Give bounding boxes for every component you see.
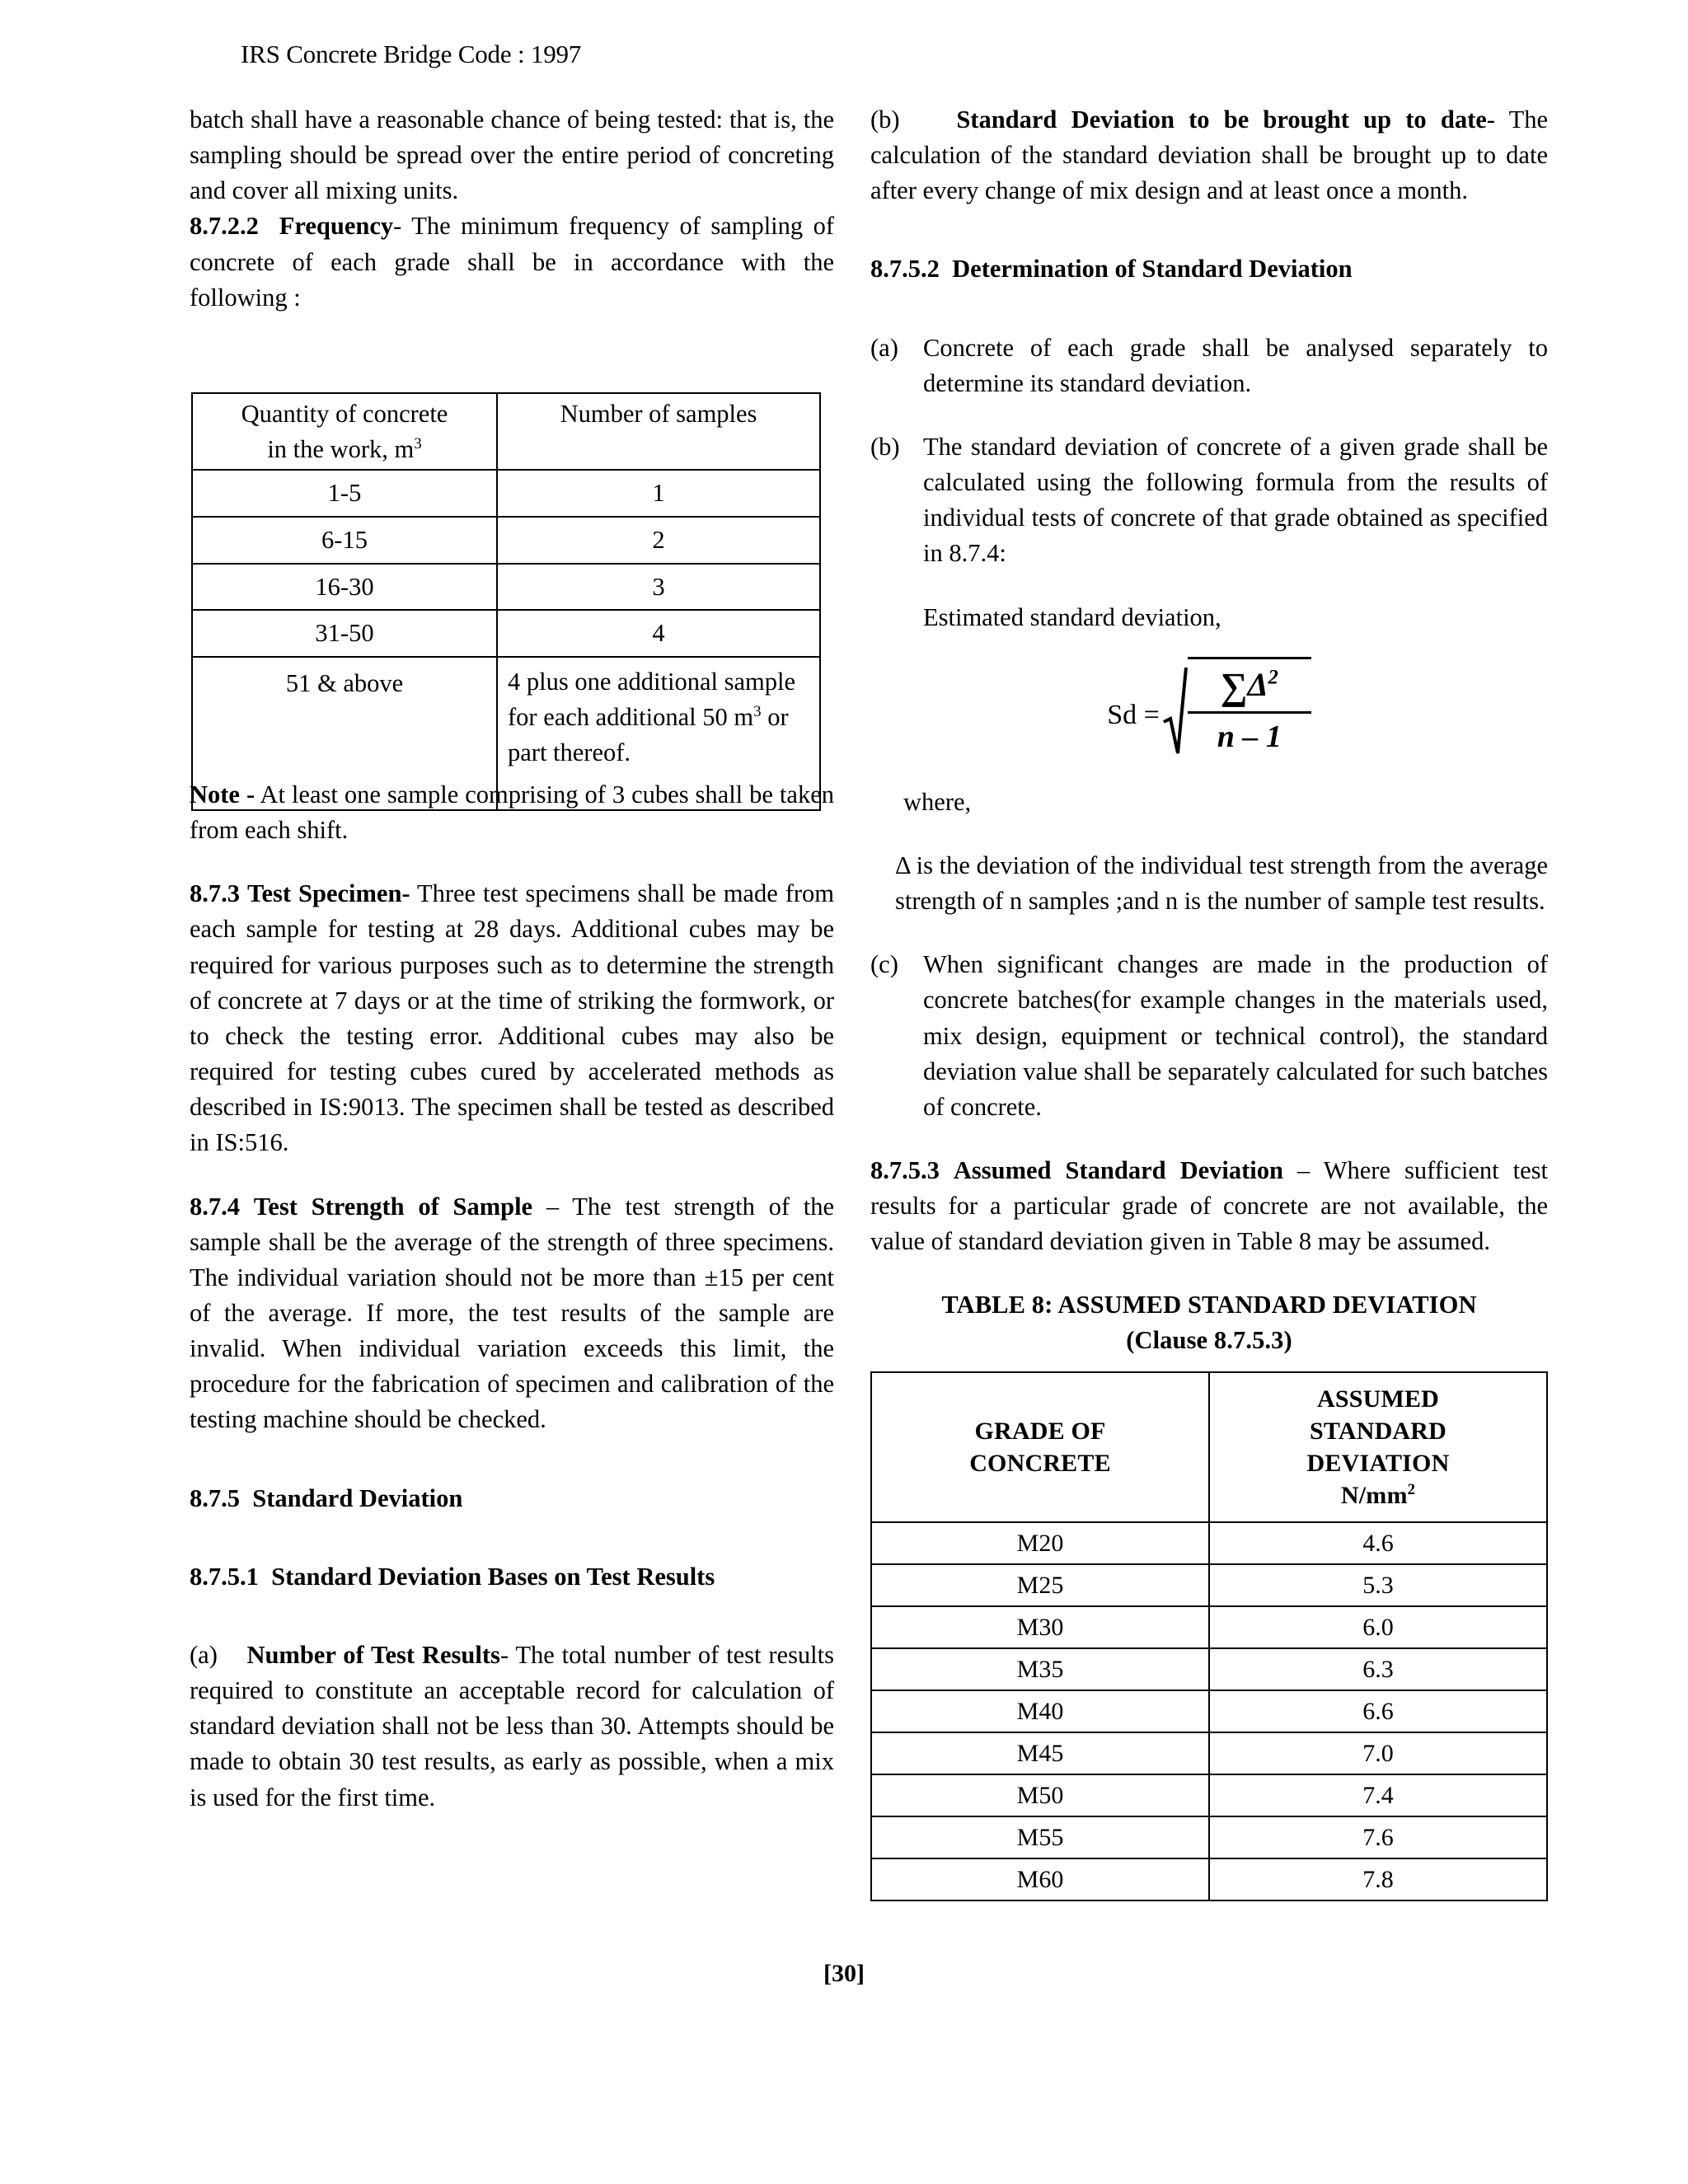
clause-8-7-2-2-number: 8.7.2.2: [190, 212, 259, 241]
left-item-a-title: Number of Test Results: [246, 1640, 500, 1669]
clause-8-7-5-2-title: Determination of Standard Deviation: [952, 255, 1353, 284]
clause-8-7-5-1: [190, 1559, 834, 1595]
clause-8-7-5-3-number: 8.7.5.3: [870, 1155, 940, 1184]
table8-header-sd-line1: ASSUMED: [1316, 1385, 1440, 1413]
table-row: [871, 1774, 1547, 1816]
fraction-bar: [1188, 711, 1311, 714]
left-item-a: [190, 1638, 834, 1816]
note-label: Note -: [190, 780, 256, 808]
right-item-b-top-marker: (b): [870, 105, 900, 134]
table-row: [871, 1690, 1547, 1732]
table8-cell-sd: 6.6: [1209, 1690, 1547, 1732]
table8-header-sd-line3: DEVIATION: [1306, 1449, 1450, 1477]
table-row: [871, 1858, 1547, 1900]
table1-header-quantity-sup: 3: [414, 434, 422, 452]
table1-cell-samples: [497, 657, 820, 810]
radical-icon: [1163, 659, 1188, 757]
table8-header-sd: [1209, 1372, 1547, 1522]
clause-8-7-2-2-title: Frequency: [279, 212, 394, 241]
clause-8-7-3-text: Three test specimens shall be made from each sample for testing at 28 days. Additional cubes may be required for various purposes such as to determine the strength of concrete at 7 days or at the time of striking the formwork, or to check the testing error. Additional cubes may also be required for testing cubes cured by accelerated methods as described in IS:9013. The specimen shall be tested as described in IS:516.: [190, 879, 834, 1157]
clause-8-7-5-2: [870, 251, 1548, 287]
formula-body: [1107, 657, 1311, 757]
table8-cell-sd: 7.8: [1209, 1858, 1547, 1900]
clause-8-7-5-2-number: 8.7.5.2: [870, 255, 940, 284]
right-column: [854, 102, 1688, 1901]
table8-header-grade-line2: CONCRETE: [969, 1449, 1111, 1477]
table1-cell-samples: 3: [497, 564, 820, 611]
table1-header-row: [192, 393, 820, 470]
table-row: [192, 470, 820, 517]
clause-8-7-5-number: 8.7.5: [190, 1483, 240, 1512]
two-column-body: [0, 102, 1688, 1901]
table8-cell-grade: M45: [871, 1732, 1209, 1774]
table8-cell-sd: 5.3: [1209, 1564, 1547, 1606]
summation-icon: ∑: [1220, 664, 1248, 707]
table1-header-samples: Number of samples: [497, 393, 820, 470]
table8-caption-line1: TABLE 8: ASSUMED STANDARD DEVIATION: [941, 1291, 1477, 1319]
table8-header-sd-unit: N/mm: [1340, 1481, 1408, 1509]
clause-8-7-3-title: Test Specimen-: [246, 879, 410, 908]
table8-caption: [870, 1287, 1548, 1357]
table8-cell-grade: M40: [871, 1690, 1209, 1732]
table8-cell-sd: 6.0: [1209, 1606, 1547, 1648]
table1-head: [192, 393, 820, 470]
table-row: [192, 610, 820, 657]
table1-cell-quantity: 51 & above: [192, 657, 497, 810]
table-row: [871, 1732, 1547, 1774]
right-item-a: [870, 330, 1548, 401]
formula-exponent: 2: [1268, 666, 1278, 689]
left-column: [0, 102, 854, 1901]
table8-caption-line2: (Clause 8.7.5.3): [1126, 1326, 1292, 1355]
table8-cell-grade: M50: [871, 1774, 1209, 1816]
table8-cell-grade: M20: [871, 1522, 1209, 1564]
clause-8-7-5-3: [870, 1153, 1548, 1259]
formula-fraction: [1188, 657, 1311, 757]
table1-last-samples-sup: 3: [753, 702, 762, 720]
right-item-c-text: When significant changes are made in the production of concrete batches(for example changes in the materials used, mix design, equipment or technical control), the standard deviation value shall be separately calculated for such batches of concrete.: [923, 950, 1548, 1121]
table1-header-quantity-line2: [199, 432, 490, 467]
table8-assumed-standard-deviation: [870, 1371, 1548, 1901]
clause-8-7-5-title: Standard Deviation: [252, 1483, 463, 1512]
table1-cell-samples: 1: [497, 470, 820, 517]
table8-head: [871, 1372, 1547, 1522]
clause-8-7-4-text: – The test strength of the sample shall be the average of the strength of three specimens. The individual variation should not be more than ±15 per cent of the average. If more, the test results of the sample are invalid. When individual variation exceeds this limit, the procedure for the fabrication of specimen and calibration of the testing machine should be checked.: [190, 1192, 834, 1434]
table1-header-quantity-unit: in the work, m: [267, 434, 415, 463]
table8-header-grade: [871, 1372, 1209, 1522]
table-row: [871, 1816, 1547, 1858]
table8-cell-grade: M35: [871, 1648, 1209, 1690]
symbol-definitions: Δ is the deviation of the individual test strength from the average strength of n samples ;and n is the number of sample test results.: [895, 851, 1548, 916]
table8-header-sd-unit-sup: 2: [1407, 1480, 1416, 1498]
table8-header-sd-line4: [1215, 1479, 1541, 1511]
table1-header-quantity-line1: Quantity of concrete: [241, 400, 448, 428]
right-item-c: [870, 947, 1548, 1125]
table8-cell-grade: M55: [871, 1816, 1209, 1858]
clause-8-7-3: [190, 876, 834, 1160]
table1-header-quantity: [192, 393, 497, 470]
table-row: [192, 564, 820, 611]
right-item-b-top: [870, 102, 1548, 209]
clause-8-7-3-number: 8.7.3: [190, 879, 240, 908]
table1-cell-quantity: 31-50: [192, 610, 497, 657]
right-item-b: [870, 429, 1548, 572]
table-row: [871, 1606, 1547, 1648]
table8-header-sd-line2: STANDARD: [1309, 1417, 1447, 1445]
right-item-b-marker: (b): [870, 432, 900, 461]
estimated-std-dev-label: Estimated standard deviation,: [923, 602, 1221, 631]
table1-cell-samples: 2: [497, 517, 820, 564]
clause-8-7-5-3-title: Assumed Standard Deviation: [953, 1155, 1283, 1184]
standard-deviation-formula: [870, 635, 1548, 771]
table8-cell-grade: M25: [871, 1564, 1209, 1606]
table-quantity-of-concrete-wrapper: [191, 392, 821, 811]
formula-lhs: Sd =: [1107, 700, 1160, 731]
table1-last-samples-part2: or part thereof.: [508, 702, 789, 766]
right-item-a-text: Concrete of each grade shall be analysed separately to determine its standard deviation.: [923, 333, 1548, 397]
clause-8-7-4-number: 8.7.4: [190, 1192, 240, 1221]
clause-8-7-5-1-number: 8.7.5.1: [190, 1562, 259, 1591]
clause-8-7-4-title: Test Strength of Sample: [253, 1192, 533, 1221]
table8-body: [871, 1522, 1547, 1900]
table1-cell-quantity: 16-30: [192, 564, 497, 611]
clause-8-7-2-2: [190, 209, 834, 315]
table-row: [871, 1522, 1547, 1564]
table8-cell-sd: 4.6: [1209, 1522, 1547, 1564]
table-row: [192, 657, 820, 810]
right-item-b-text: The standard deviation of concrete of a given grade shall be calculated using the following formula from the results of individual tests of concrete of that grade obtained as specified in 8.7.4:: [923, 432, 1548, 568]
table-row: [871, 1648, 1547, 1690]
clause-8-7-5: [190, 1481, 834, 1516]
table8-cell-sd: 7.0: [1209, 1732, 1547, 1774]
left-item-a-marker: (a): [190, 1640, 218, 1669]
table-row: [192, 517, 820, 564]
table1-last-samples-part1: 4 plus one additional sample for each additional 50 m: [508, 668, 795, 731]
table8-cell-grade: M30: [871, 1606, 1209, 1648]
note-text: At least one sample comprising of 3 cubes shall be taken from each shift.: [190, 780, 834, 845]
right-item-a-marker: (a): [870, 333, 898, 362]
formula-numerator: [1188, 663, 1311, 710]
left-item-a-text: - The total number of test results required to constitute an acceptable record for calculation of standard deviation shall not be less than 30. Attempts should be made to obtain 30 test results, as early as possible, when a mix is used for the first time.: [190, 1640, 835, 1811]
table-row: [871, 1564, 1547, 1606]
sqrt-symbol: [1163, 657, 1311, 757]
table8-header-row: [871, 1372, 1547, 1522]
table1-body: [192, 470, 820, 810]
table1-cell-quantity: 1-5: [192, 470, 497, 517]
table8-cell-sd: 7.6: [1209, 1816, 1547, 1858]
table8-cell-sd: 7.4: [1209, 1774, 1547, 1816]
running-head: IRS Concrete Bridge Code : 1997: [241, 40, 582, 68]
page-number: [30]: [823, 1960, 865, 1987]
right-item-b-top-title: Standard Deviation to be brought up to date: [956, 105, 1487, 134]
paragraph-batch: batch shall have a reasonable chance of being tested: that is, the sampling should be spread over the entire period of concreting and cover all mixing units.: [190, 105, 834, 205]
table1-cell-samples: 4: [497, 610, 820, 657]
table8-cell-sd: 6.3: [1209, 1648, 1547, 1690]
table8-cell-grade: M60: [871, 1858, 1209, 1900]
clause-8-7-5-1-title: Standard Deviation Bases on Test Results: [271, 1562, 715, 1591]
clause-8-7-2-2-text: - The minimum frequency of sampling of concrete of each grade shall be in accordance with the following :: [190, 212, 834, 312]
table1-cell-quantity: 6-15: [192, 517, 497, 564]
table8-header-grade-line1: GRADE OF: [974, 1417, 1106, 1445]
right-item-c-marker: (c): [870, 950, 898, 979]
clause-8-7-5-3-text: – Where sufficient test results for a particular grade of concrete are not available, the value of standard deviation given in Table 8 may be assumed.: [870, 1155, 1548, 1256]
formula-delta: Δ: [1247, 665, 1268, 703]
formula-denominator: n – 1: [1217, 719, 1282, 754]
right-item-b-top-text: - The calculation of the standard deviation shall be brought up to date after every change of mix design and at least once a month.: [870, 105, 1548, 205]
clause-8-7-4: [190, 1189, 834, 1438]
table-quantity-of-concrete: [191, 392, 821, 811]
where-label: where,: [903, 787, 972, 816]
